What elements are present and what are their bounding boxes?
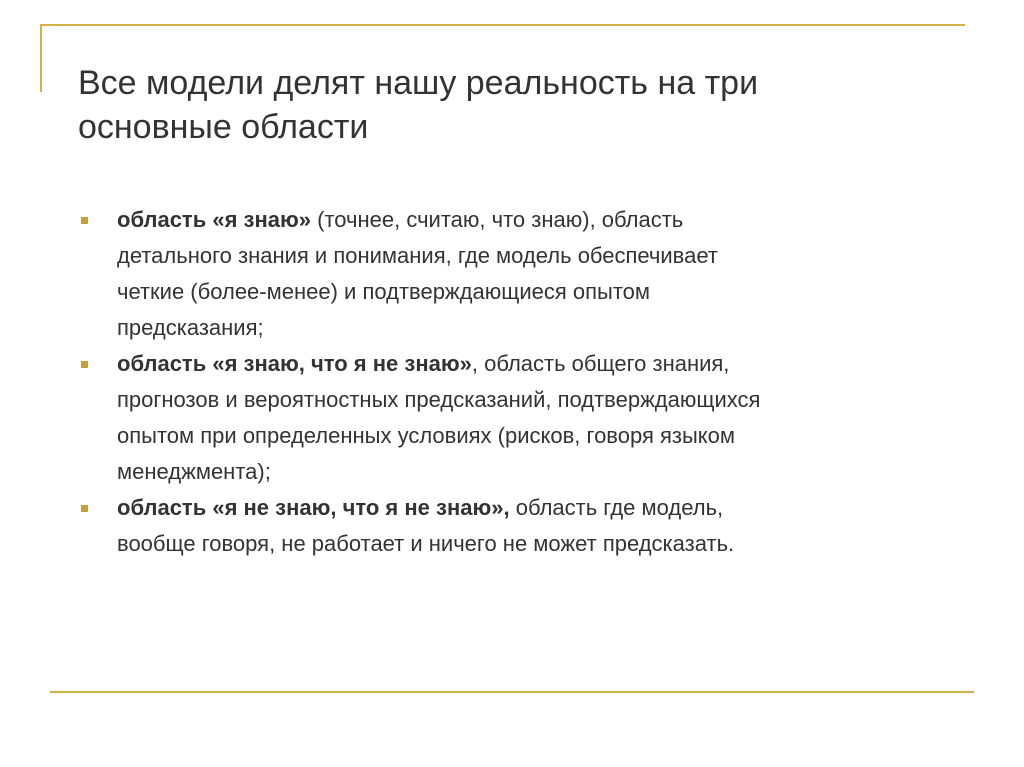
bullet-item-unknown-unknown (78, 490, 978, 562)
bullet-line: детального знания и понимания, где модель обеспечивает (117, 243, 718, 268)
bullet-line (117, 202, 978, 238)
top-decorative-rule (40, 24, 965, 26)
bullet-text: (точнее, считаю, что знаю), область (311, 207, 684, 232)
bullet-line (117, 490, 978, 526)
bullet-item-i-know (78, 202, 978, 346)
bullet-line: вообще говоря, не работает и ничего не может предсказать. (117, 531, 735, 556)
bullet-bold-term: область «я знаю» (117, 207, 312, 232)
bullet-line: прогнозов и вероятностных предсказаний, подтверждающихся (117, 387, 761, 412)
slide-title (78, 61, 958, 149)
square-bullet-icon (81, 361, 88, 368)
square-bullet-icon (81, 217, 88, 224)
bullet-line: менеджмента); (117, 459, 271, 484)
bullet-bold-term: область «я знаю, что я не знаю» (117, 351, 472, 376)
title-line-2: основные области (78, 108, 369, 146)
bullet-list (78, 202, 978, 562)
bottom-decorative-rule (50, 691, 974, 693)
title-line-1: Все модели делят нашу реальность на три (78, 64, 759, 102)
bullet-text: , область общего знания, (471, 351, 730, 376)
bullet-line: опытом при определенных условиях (рисков, говоря языком (117, 423, 736, 448)
bullet-item-known-unknown (78, 346, 978, 490)
bullet-line: предсказания; (117, 315, 264, 340)
bullet-text: область где модель, (509, 495, 724, 520)
left-decorative-rule (40, 24, 42, 92)
bullet-bold-term: область «я не знаю, что я не знаю», (117, 495, 510, 520)
bullet-line: четкие (более-менее) и подтверждающиеся опытом (117, 279, 651, 304)
square-bullet-icon (81, 505, 88, 512)
bullet-line (117, 346, 978, 382)
